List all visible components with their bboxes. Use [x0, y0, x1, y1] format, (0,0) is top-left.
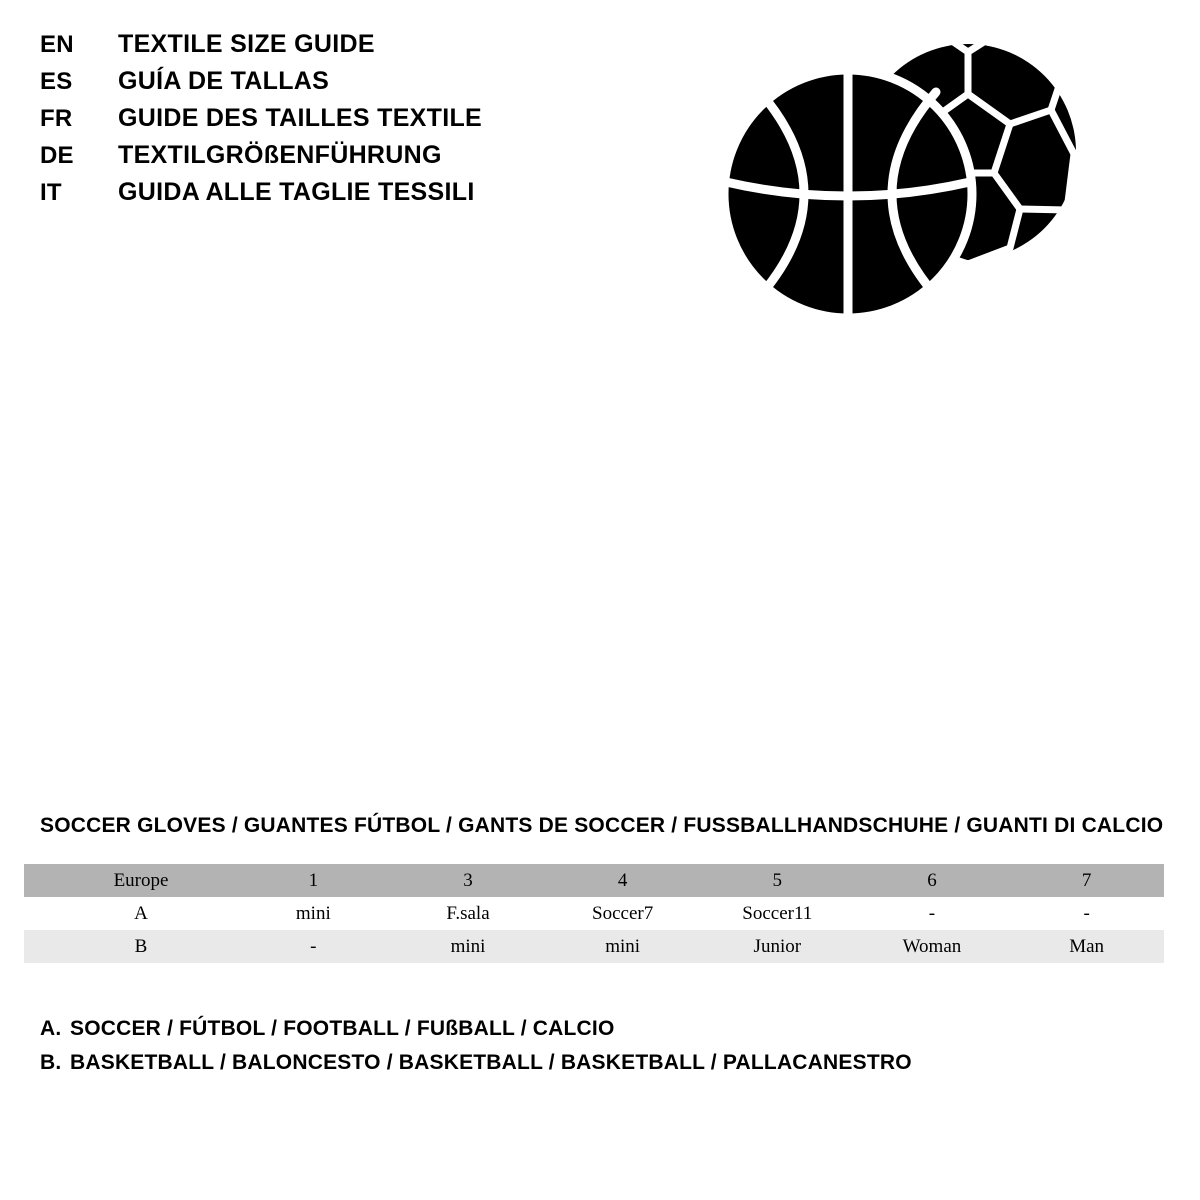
- language-code-en: EN: [40, 31, 74, 58]
- language-code-it: IT: [40, 179, 62, 206]
- section-title-soccer-gloves: SOCCER GLOVES / GUANTES FÚTBOL / GANTS DE SOCCER / FUSSBALLHANDSCHUHE / GUANTI DI CALCIO: [40, 814, 1164, 837]
- table-row: [24, 930, 1164, 963]
- legend-row-a: [40, 1012, 912, 1046]
- size-table: [24, 864, 1164, 963]
- table-header-4: 4: [617, 869, 628, 891]
- table-row-label-b: B: [134, 935, 148, 957]
- table-cell-a-4: Soccer7: [592, 902, 654, 924]
- legend-key-a: A.: [40, 1017, 62, 1040]
- legend-key-b: B.: [40, 1051, 62, 1074]
- table-header-row: [24, 864, 1164, 897]
- table-cell-b-7: Man: [1069, 935, 1105, 957]
- table-header-3: 3: [463, 869, 473, 891]
- language-text-de: TEXTILGRÖßENFÜHRUNG: [118, 141, 442, 169]
- language-text-es: GUÍA DE TALLAS: [118, 67, 330, 95]
- language-code-es: ES: [40, 68, 73, 95]
- language-text-en: TEXTILE SIZE GUIDE: [118, 30, 375, 58]
- table-cell-a-7: -: [1083, 902, 1090, 924]
- basketball-and-soccer-ball-icon: [718, 42, 1098, 327]
- language-code-de: DE: [40, 142, 74, 169]
- table-cell-a-3: F.sala: [446, 902, 490, 924]
- table-header-5: 5: [772, 869, 783, 891]
- table-cell-b-5: Junior: [753, 935, 802, 957]
- legend: [40, 1012, 912, 1080]
- language-row-de: [40, 141, 660, 178]
- language-row-es: [40, 67, 660, 104]
- legend-text-b: BASKETBALL / BALONCESTO / BASKETBALL / BASKETBALL / PALLACANESTRO: [70, 1051, 912, 1074]
- table-row-label-a: A: [134, 902, 148, 924]
- table-cell-a-1: mini: [295, 902, 331, 924]
- table-cell-b-3: mini: [450, 935, 486, 957]
- table-header-europe: Europe: [113, 869, 169, 891]
- legend-row-b: [40, 1046, 912, 1080]
- language-title-list: [40, 30, 660, 215]
- language-code-fr: FR: [40, 105, 73, 132]
- table-cell-b-6: Woman: [902, 935, 962, 957]
- basketball-icon: [724, 70, 972, 318]
- language-text-fr: GUIDE DES TAILLES TEXTILE: [118, 104, 483, 132]
- language-row-fr: [40, 104, 660, 141]
- language-row-en: [40, 30, 660, 67]
- language-text-it: GUIDA ALLE TAGLIE TESSILI: [118, 178, 475, 206]
- table-header-6: 6: [927, 869, 937, 891]
- table-cell-a-5: Soccer11: [742, 902, 813, 924]
- table-header-1: 1: [308, 869, 319, 891]
- table-header-7: 7: [1081, 869, 1092, 891]
- table-row: [24, 897, 1164, 930]
- legend-text-a: SOCCER / FÚTBOL / FOOTBALL / FUßBALL / CALCIO: [70, 1017, 615, 1040]
- table-cell-b-4: mini: [605, 935, 641, 957]
- language-row-it: [40, 178, 660, 215]
- table-cell-b-1: -: [310, 935, 317, 957]
- table-cell-a-6: -: [928, 902, 936, 924]
